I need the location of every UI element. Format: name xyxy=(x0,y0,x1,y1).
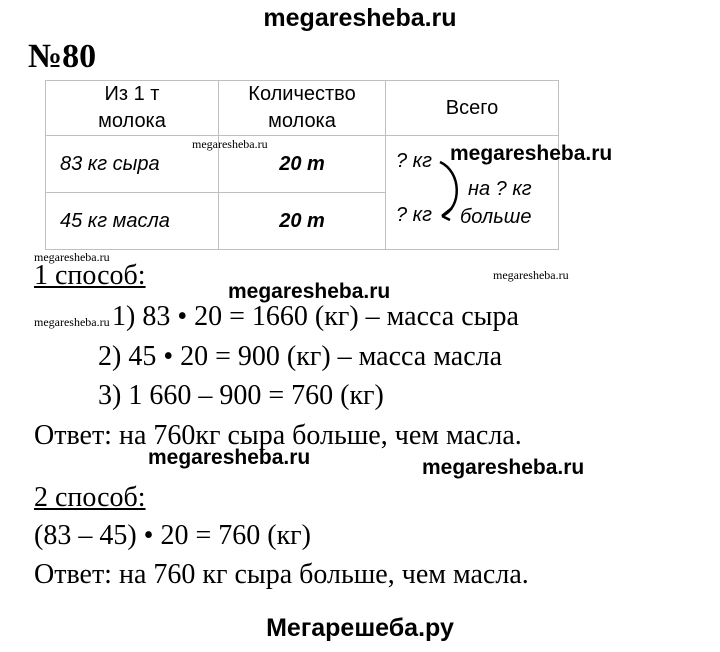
watermark-small: megaresheba.ru xyxy=(34,250,110,264)
compare-text-1: на ? кг xyxy=(468,178,532,200)
method1-answer: Ответ: на 760кг сыра больше, чем масла. xyxy=(34,420,522,451)
watermark: megaresheba.ru xyxy=(450,142,613,165)
header-total xyxy=(386,81,559,136)
watermark: megaresheba.ru xyxy=(228,280,391,303)
method1-step-1: 1) 83 • 20 = 1660 (кг) – масса сыра xyxy=(112,301,519,332)
watermark: megaresheba.ru xyxy=(148,446,311,469)
row-product xyxy=(46,193,219,250)
method2-answer: Ответ: на 760 кг сыра больше, чем масла. xyxy=(34,559,529,590)
method1-step-2: 2) 45 • 20 = 900 (кг) – масса масла xyxy=(98,341,503,372)
total-butter: ? кг xyxy=(396,204,432,226)
table-header-row xyxy=(46,81,559,136)
row-amount-text: 20 т xyxy=(279,209,325,232)
method1-step-3: 3) 1 660 – 900 = 760 (кг) xyxy=(98,380,384,411)
watermark-bottom: Мегарешеба.ру xyxy=(266,614,454,642)
total-cheese: ? кг xyxy=(396,150,432,172)
method2-title: 2 способ: xyxy=(34,482,146,513)
row-product-text: 45 кг масла xyxy=(60,209,170,232)
watermark-top: megaresheba.ru xyxy=(263,4,457,32)
header-amount-text: Количество молока xyxy=(248,83,356,132)
method2-expression: (83 – 45) • 20 = 760 (кг) xyxy=(34,520,311,551)
header-amount xyxy=(219,81,386,136)
method1-title: 1 способ: xyxy=(34,260,146,291)
header-total-text: Всего xyxy=(445,96,499,119)
watermark-small: megaresheba.ru xyxy=(192,137,268,151)
watermark-small: megaresheba.ru xyxy=(493,268,569,282)
watermark-small: megaresheba.ru xyxy=(34,315,110,329)
row-product-text: 83 кг сыра xyxy=(60,152,160,175)
task-number: №80 xyxy=(28,38,97,75)
row-amount-text: 20 т xyxy=(279,152,325,175)
header-source xyxy=(46,81,219,136)
compare-text-2: больше xyxy=(460,206,532,228)
watermark: megaresheba.ru xyxy=(422,456,585,479)
header-source-text: Из 1 т молока xyxy=(98,83,166,132)
row-amount xyxy=(219,193,386,250)
